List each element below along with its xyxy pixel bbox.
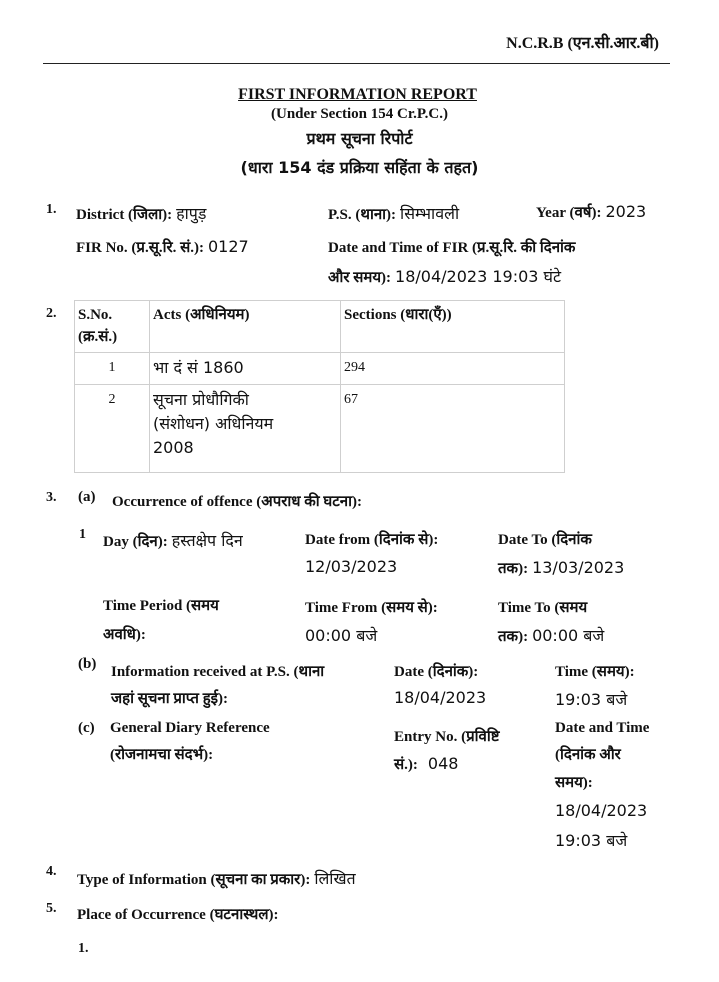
fir-number-field xyxy=(76,237,249,257)
gd-datetime-label-3: समय): xyxy=(555,775,593,791)
row-act-line-3: 2008 xyxy=(153,438,194,457)
time-period-label-1: Time Period (समय xyxy=(103,598,219,614)
row-sno: 1 xyxy=(75,353,150,385)
row-sno: 2 xyxy=(75,385,150,473)
acts-table-header xyxy=(75,301,565,353)
info-date-value: 18/04/2023 xyxy=(394,688,487,707)
day-field xyxy=(103,529,243,551)
gd-datetime-label-2: (दिनांक और xyxy=(555,747,621,763)
table-row xyxy=(75,385,565,473)
sno-header-line-1: S.No. xyxy=(78,307,113,323)
gd-reference-label-2: (रोजनामचा संदर्भ): xyxy=(110,747,214,763)
time-to-label-2: तक): xyxy=(498,629,529,645)
time-to-field xyxy=(498,624,604,646)
time-from-value: 00:00 बजे xyxy=(305,626,378,645)
time-period-label-2: अवधि): xyxy=(103,627,146,643)
info-time-value: 19:03 बजे xyxy=(555,690,628,709)
day-value: हस्तक्षेप दिन xyxy=(171,531,243,550)
entry-no-label-2: सं.): xyxy=(394,757,418,773)
occurrence-row-number: 1 xyxy=(79,527,86,542)
ps-label: P.S. (थाना): xyxy=(328,207,397,223)
district-field xyxy=(76,202,206,224)
info-time-label: Time (समय): xyxy=(555,664,635,680)
time-to-value: 00:00 बजे xyxy=(532,626,605,645)
district-value: हापुड़ xyxy=(176,204,207,223)
section-2-number: 2. xyxy=(46,306,57,321)
ps-field xyxy=(328,202,459,224)
sno-header xyxy=(75,301,150,353)
info-date-label: Date (दिनांक): xyxy=(394,664,479,680)
date-to-field xyxy=(498,558,624,578)
section-1-number: 1. xyxy=(46,202,57,217)
row-section: 67 xyxy=(341,385,565,473)
info-received-label-1: Information received at P.S. (थाना xyxy=(111,664,325,680)
gd-datetime-label-1: Date and Time xyxy=(555,720,650,736)
day-label: Day (दिन): xyxy=(103,534,168,550)
date-from-label: Date from (दिनांक से): xyxy=(305,532,439,548)
district-label: District (जिला): xyxy=(76,207,173,223)
date-to-label-1: Date To (दिनांक xyxy=(498,532,592,548)
entry-no-label-1: Entry No. (प्रविष्टि xyxy=(394,729,500,745)
time-to-label-1: Time To (समय xyxy=(498,600,588,616)
fir-number-value: 0127 xyxy=(208,237,249,256)
year-value: 2023 xyxy=(605,202,647,221)
sections-header: Sections (धारा(एँ)) xyxy=(341,301,565,353)
row-act: भा दं सं 1860 xyxy=(150,353,341,385)
acts-table xyxy=(74,300,565,473)
time-from-label: Time From (समय से): xyxy=(305,600,438,616)
place-item-number: 1. xyxy=(78,941,89,956)
date-to-label-2: तक): xyxy=(498,561,529,577)
gd-reference-label-1: General Diary Reference xyxy=(110,720,270,736)
sno-header-line-2: (क्र.सं.) xyxy=(78,329,118,345)
part-b-marker: (b) xyxy=(78,656,97,672)
row-act xyxy=(150,385,341,473)
date-to-value: 13/03/2023 xyxy=(532,558,625,577)
info-type-field xyxy=(77,867,356,889)
date-from-value: 12/03/2023 xyxy=(305,557,398,576)
report-title-text: FIRST INFORMATION REPORT xyxy=(238,86,477,103)
info-type-label: Type of Information (सूचना का प्रकार): xyxy=(77,872,311,888)
section-3-number: 3. xyxy=(46,490,57,505)
agency-header: N.C.R.B (एन.सी.आर.बी) xyxy=(506,35,659,52)
part-a-marker: (a) xyxy=(78,489,96,505)
table-row xyxy=(75,353,565,385)
occurrence-title: Occurrence of offence (अपराध की घटना): xyxy=(112,494,362,510)
section-4-number: 4. xyxy=(46,864,57,879)
place-of-occurrence-label: Place of Occurrence (घटनास्थल): xyxy=(77,907,279,923)
fir-datetime-label-1: Date and Time of FIR (प्र.सू.रि. की दिनांक xyxy=(328,240,576,256)
row-act-line-2: (संशोधन) अधिनियम xyxy=(153,414,274,433)
row-act-line-1: सूचना प्रोधौगिकी xyxy=(153,390,249,409)
info-type-value: लिखित xyxy=(314,869,356,888)
fir-datetime-label-2: और समय): xyxy=(328,270,392,286)
report-title xyxy=(0,86,719,104)
report-subtitle: (Under Section 154 Cr.P.C.) xyxy=(271,106,448,122)
gd-datetime-value-time: 19:03 बजे xyxy=(555,831,628,850)
row-section: 294 xyxy=(341,353,565,385)
part-c-marker: (c) xyxy=(78,720,95,736)
report-title-hindi: प्रथम सूचना रिपोर्ट xyxy=(306,129,413,148)
year-label: Year (वर्ष): xyxy=(536,205,602,221)
fir-number-label: FIR No. (प्र.सू.रि. सं.): xyxy=(76,240,204,256)
report-subtitle-hindi: (धारा 154 दंड प्रक्रिया सहिंता के तहत) xyxy=(240,158,479,177)
fir-datetime-field xyxy=(328,265,561,287)
fir-datetime-value: 18/04/2023 19:03 घंटे xyxy=(395,267,562,286)
header-divider xyxy=(43,63,670,64)
year-field xyxy=(536,202,646,222)
section-5-number: 5. xyxy=(46,901,57,916)
gd-datetime-value-date: 18/04/2023 xyxy=(555,801,648,820)
info-received-label-2: जहां सूचना प्राप्त हुई): xyxy=(111,691,229,707)
acts-header: Acts (अधिनियम) xyxy=(150,301,341,353)
entry-no-value: 048 xyxy=(427,754,459,773)
ps-value: सिम्भावली xyxy=(400,204,460,223)
entry-no-field xyxy=(394,754,458,774)
